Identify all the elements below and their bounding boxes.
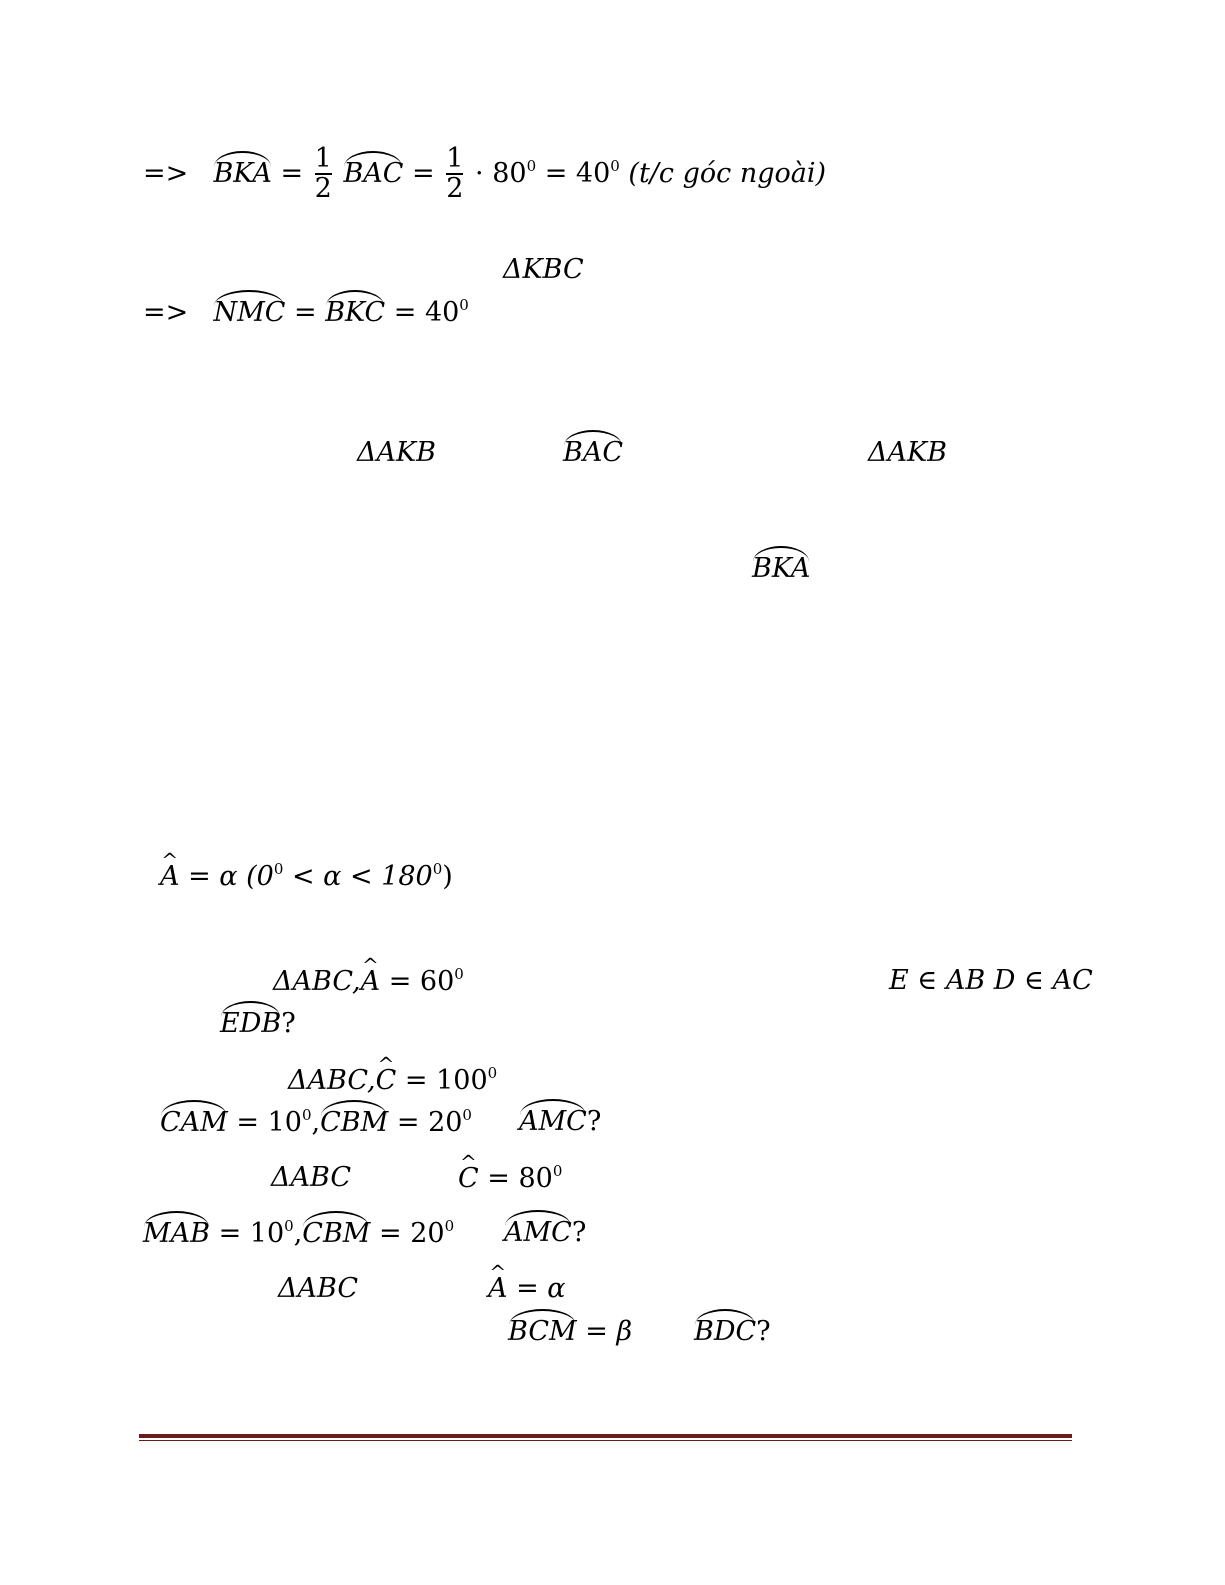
angle-c-hat: ^ C [458,1165,479,1192]
triangle-abc-3: ΔABC [271,1162,351,1193]
formula-cam-cbm: CAM = $10^0,CBM = 20^0$ [160,1106,472,1138]
angle-bac: BAC [343,157,404,189]
equals-forty: = 40 [393,297,460,328]
triangle-kbc: ΔKBC [503,254,584,285]
angle-nmc: NMC [213,297,286,328]
fraction-one-half: $\frac{1}{2}$ [314,143,332,205]
formula-bcm-beta: BCM = β [508,1316,633,1347]
equals-forty: = 40 [544,157,611,189]
formula-a-alpha: ^ A = α [488,1275,566,1302]
formula-abc-a60: ΔABC,^ $A = 60^0$ [273,967,464,995]
angle-a-hat: ^ A [160,863,180,890]
fraction-one-half: $\frac{1}{2}$ [446,143,464,205]
question-angle-amc: AMC? [519,1106,602,1137]
degree-exponent: 0 [526,156,537,175]
footer-divider [139,1434,1072,1441]
formula-bka-half-bac [143,145,826,204]
equals: = [412,157,435,189]
angle-bka: BKA [213,157,272,189]
times-eighty: · 80 [475,157,527,189]
question-angle-bdc: BDC? [694,1316,771,1347]
exterior-angle-note: (t/c góc ngoài) [628,157,827,189]
equals: = [293,297,317,328]
equals: = [280,157,304,189]
formula-mab-cbm: MAB = $10^0,CBM = 20^0$ [143,1217,455,1249]
question-angle-edb: EDB? [220,1008,296,1039]
formula-abc-c100: ΔABC,^ $C = 100^0$ [288,1066,497,1094]
triangle-abc-4: ΔABC [278,1273,358,1304]
question-angle-amc-2: AMC? [504,1217,587,1248]
degree-exponent: 0 [610,156,620,175]
formula-alpha-range: ^ A = α $(0^0 < \alpha < 180^0)$ [160,862,453,890]
angle-c-hat: ^ C [376,1067,397,1094]
angle-a-hat: ^ A [361,968,381,995]
implies-symbol: => [143,297,189,328]
angle-bac-label: BAC [563,437,623,468]
formula-nmc-bkc [143,298,469,326]
triangle-akb-1: ΔAKB [357,437,437,468]
formula-e-d-membership: E ∈ AB D ∈ AC [889,965,1093,996]
angle-a-hat: ^ A [488,1275,508,1302]
degree-exponent: 0 [459,296,469,314]
implies-symbol: => [143,157,189,189]
triangle-akb-2: ΔAKB [868,437,948,468]
angle-bkc: BKC [325,297,386,328]
angle-bka-label: BKA [752,553,811,584]
formula-c80: ^ $C = 80^0$ [458,1164,562,1192]
